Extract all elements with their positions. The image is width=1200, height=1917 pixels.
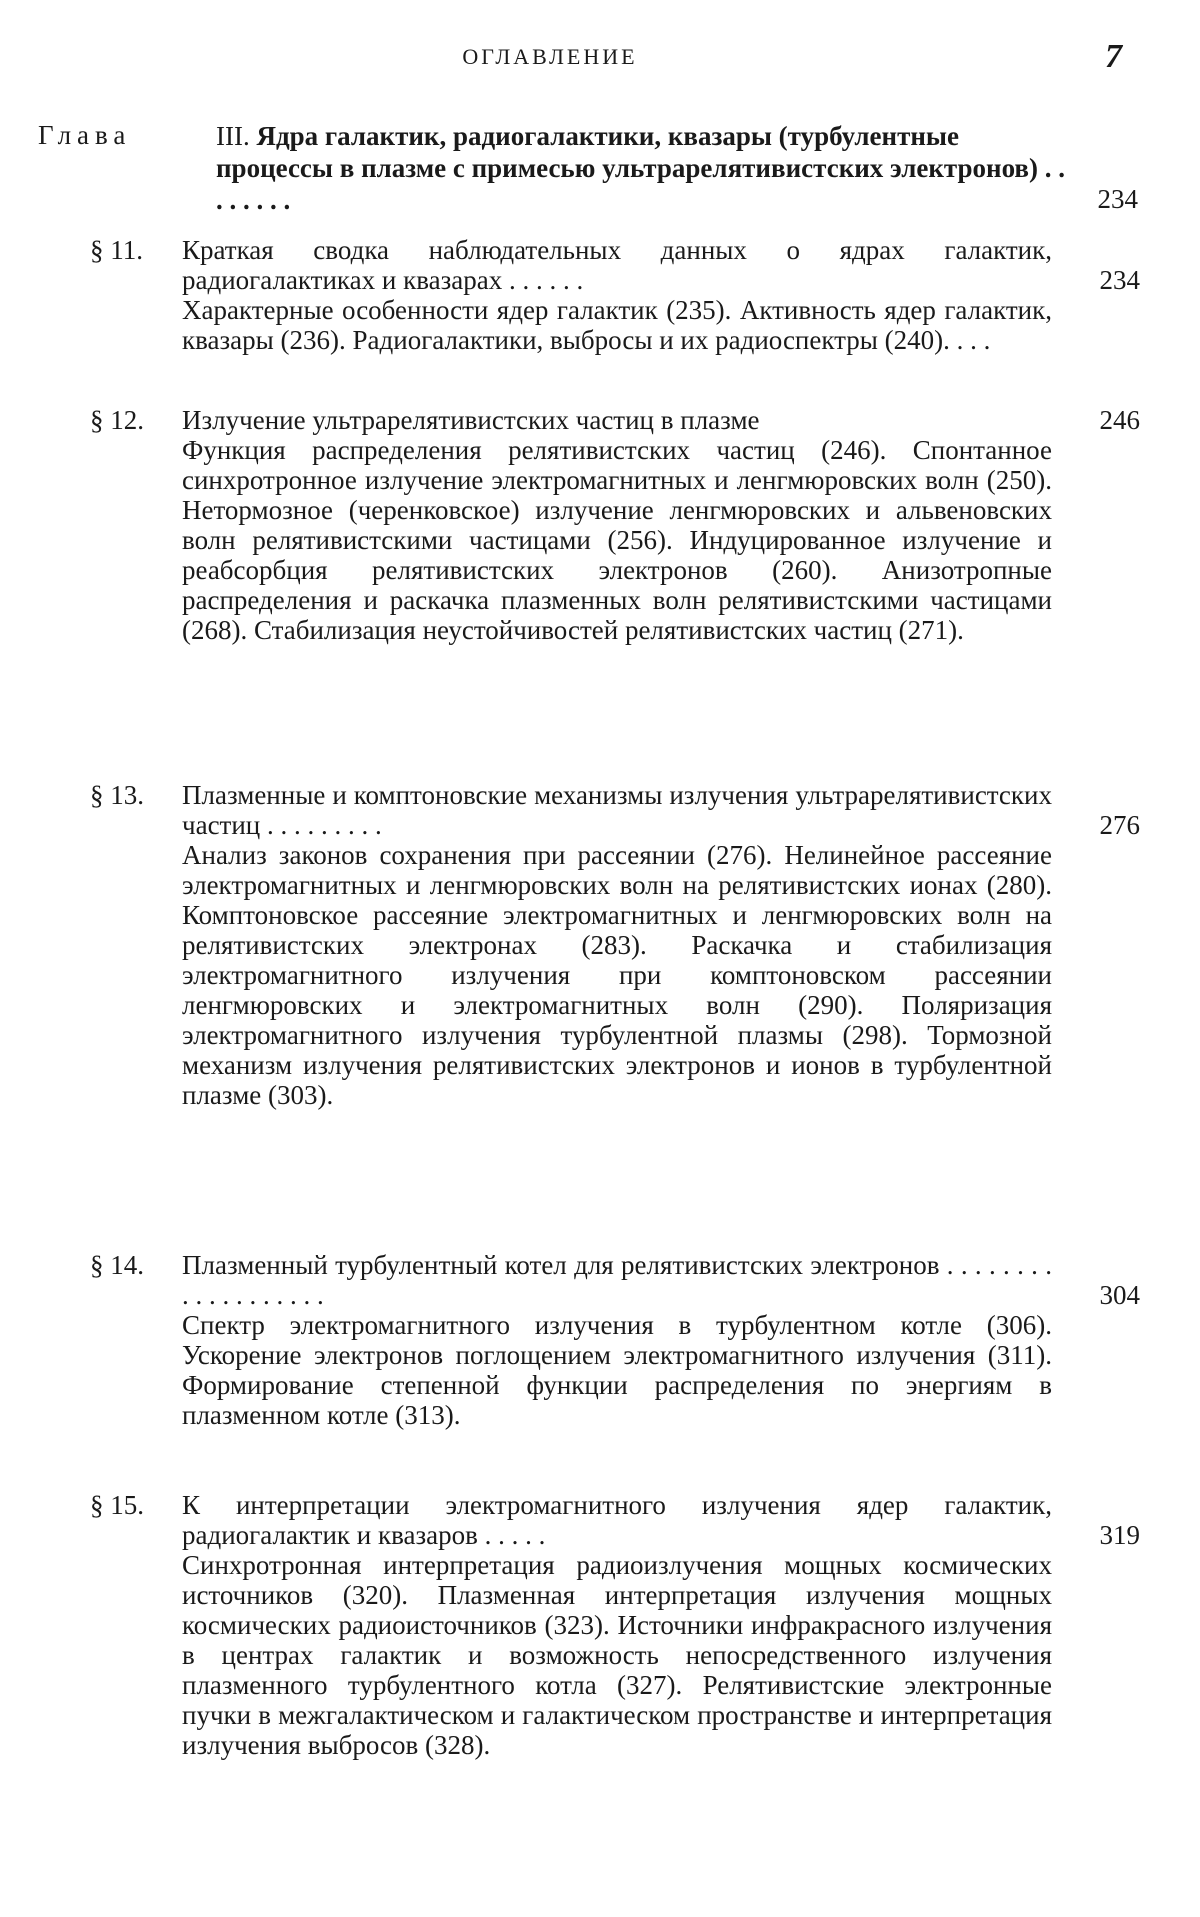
section-title: Излучение ультрарелятивистских частиц в плазме — [182, 405, 1052, 435]
section-title: Плазменные и комптоновские механизмы излучения ультрарелятивистских частиц . . . . . . . . . — [182, 780, 1052, 840]
running-head — [0, 38, 1200, 78]
page-title: ОГЛАВЛЕНИЕ — [0, 44, 1100, 70]
section-subtopics: Синхротронная интерпретация радиоизлучения мощных космических источников (320). Плазменная интерпретация излучения мощных космических радиоисточников (323). Источники инфракрасного излучения в центрах галактик и возможность непосредственного излучения плазменного турбулентного котла (327). Релятивистские электронные пучки в межгалактическом и галактическом пространстве и интерпретация излучения выбросов (328). — [182, 1550, 1052, 1760]
chapter-page: 234 — [1068, 184, 1138, 215]
chapter-number: III. — [216, 121, 250, 151]
book-page — [0, 0, 1200, 1917]
section-body — [182, 1490, 1052, 1760]
section-label: § 12. — [90, 405, 190, 436]
section-body — [182, 780, 1052, 1110]
section-label: § 14. — [90, 1250, 190, 1281]
section-title: Краткая сводка наблюдательных данных о ядрах галактик, радиогалактиках и квазарах . . . . . . — [182, 235, 1052, 295]
section-subtopics: Функция распределения релятивистских частиц (246). Спонтанное синхротронное излучение электромагнитных и ленгмюровских волн (250). Нетормозное (черенковское) излучение ленгмюровских и альвеновских волн релятивистскими частицами (256). Индуцированное излучение и реабсорбция релятивистских электронов (260). Анизотропные распределения и раскачка плазменных волн релятивистскими частицами (268). Стабилизация неустойчивостей релятивистских частиц (271). — [182, 435, 1052, 645]
section-body — [182, 1250, 1052, 1430]
chapter-title — [216, 120, 1076, 216]
section-label: § 11. — [90, 235, 190, 266]
section-subtopics: Анализ законов сохранения при рассеянии (276). Нелинейное рассеяние электромагнитных и ленгмюровских волн на релятивистских ионах (280). Комптоновское рассеяние электромагнитных и ленгмюровских волн на релятивистских электронах (283). Раскачка и стабилизация электромагнитного излучения при комптоновском рассеянии ленгмюровских и электромагнитных волн (290). Поляризация электромагнитного излучения турбулентной плазмы (298). Тормозной механизм излучения релятивистских электронов и ионов в турбулентной плазме (303). — [182, 840, 1052, 1110]
chapter-label: Глава — [38, 120, 228, 151]
section-page: 319 — [1080, 1520, 1140, 1551]
section-body — [182, 405, 1052, 645]
section-page: 234 — [1080, 265, 1140, 296]
section-page: 276 — [1080, 810, 1140, 841]
section-page: 304 — [1080, 1280, 1140, 1311]
section-label: § 15. — [90, 1490, 190, 1521]
section-title: Плазменный турбулентный котел для релятивистских электронов . . . . . . . . . . . . . . . . . . . — [182, 1250, 1052, 1310]
chapter-dots: . . . . . . . . — [216, 153, 1065, 215]
chapter-title-text: Ядра галактик, радиогалактики, квазары (турбулентные процессы в плазме с примесью ультрарелятивистских электронов) — [216, 121, 1038, 183]
section-subtopics: Спектр электромагнитного излучения в турбулентном котле (306). Ускорение электронов поглощением электромагнитного излучения (311). Формирование степенной функции распределения по энергиям в плазменном котле (313). — [182, 1310, 1052, 1430]
section-label: § 13. — [90, 780, 190, 811]
section-subtopics: Характерные особенности ядер галактик (235). Активность ядер галактик, квазары (236). Радиогалактики, выбросы и их радиоспектры (240). . . . — [182, 295, 1052, 355]
section-body — [182, 235, 1052, 355]
section-page: 246 — [1080, 405, 1140, 436]
section-title: К интерпретации электромагнитного излучения ядер галактик, радиогалактик и квазаров . . . . . — [182, 1490, 1052, 1550]
page-number: 7 — [1105, 38, 1122, 76]
